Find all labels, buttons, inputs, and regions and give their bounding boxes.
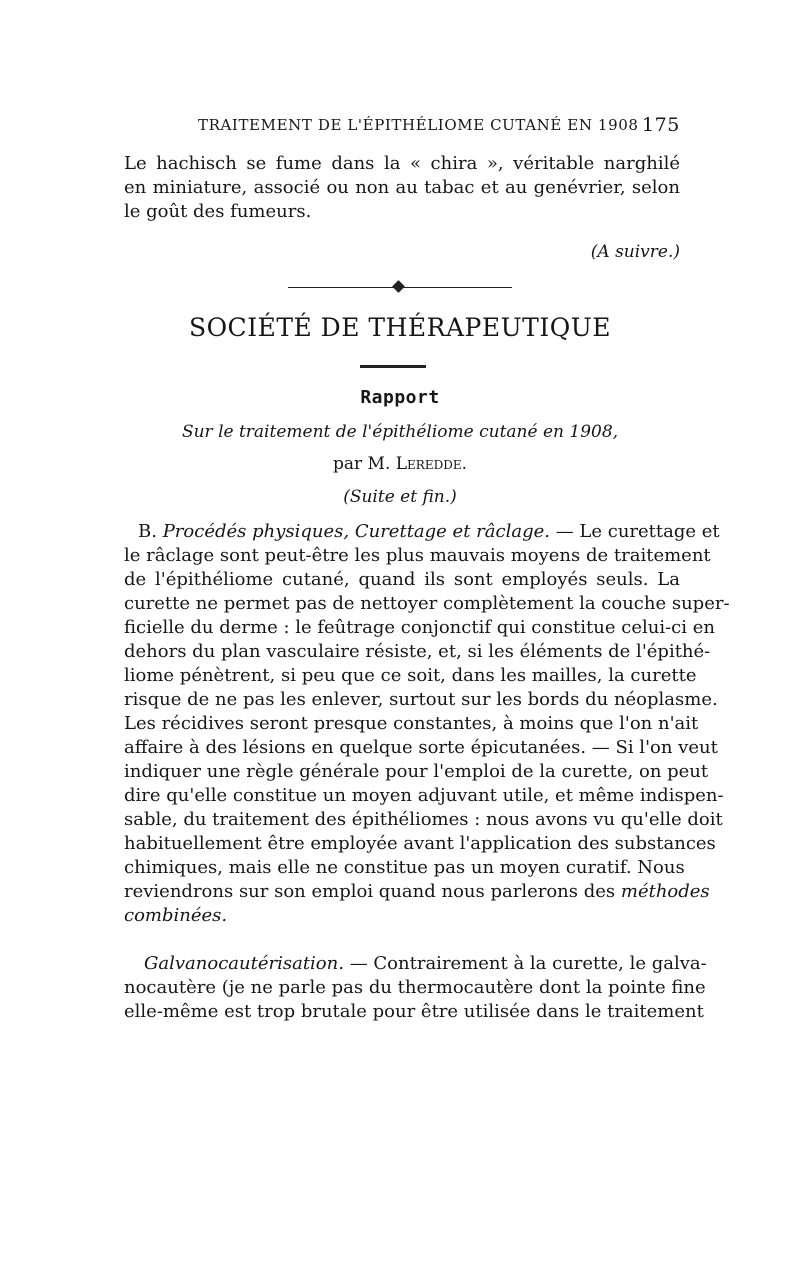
text-line: habituellement être employée avant l'application des substances — [124, 833, 716, 854]
intro-paragraph — [124, 152, 680, 224]
page-number: 175 — [641, 114, 680, 136]
text-line: dire qu'elle constitue un moyen adjuvant utile, et même indispen- — [124, 785, 724, 806]
paragraph-heading: Procédés physiques, Curettage et râclage. — [162, 521, 550, 542]
text-line: de l'épithéliome cutané, quand ils sont employés seuls. La — [124, 569, 680, 590]
text-line: combinées. — [124, 905, 228, 926]
section-title: SOCIÉTÉ DE THÉRAPEUTIQUE — [188, 313, 612, 342]
text-line: Le hachisch se fume dans la « chira », véritable narghilé — [124, 153, 680, 174]
paragraph-heading: Galvanocautérisation. — [144, 953, 344, 974]
text-line: affaire à des lésions en quelque sorte épicutanées. — Si l'on veut — [124, 737, 718, 758]
author-name: Leredde. — [395, 454, 467, 474]
text-line: sable, du traitement des épithéliomes : nous avons vu qu'elle doit — [124, 809, 723, 830]
text-line — [124, 880, 710, 904]
text-line: ficielle du derme : le feûtrage conjonctif qui constitue celui-ci en — [124, 617, 715, 638]
report-continuation: (Suite et fin.) — [343, 487, 457, 507]
emphasis-text: méthodes — [620, 881, 710, 902]
diamond-ornament-icon — [392, 280, 405, 293]
text-line — [124, 520, 720, 544]
author-prefix: par M. — [332, 454, 396, 474]
text-line: dehors du plan vasculaire résiste, et, si les éléments de l'épithé- — [124, 641, 711, 662]
running-head-title: TRAITEMENT DE L'ÉPITHÉLIOME CUTANÉ EN 1908 — [198, 116, 639, 134]
text-line: chimiques, mais elle ne constitue pas un moyen curatif. Nous — [124, 857, 685, 878]
text-line: nocautère (je ne parle pas du thermocautère dont la pointe fine — [124, 977, 706, 998]
text-line — [124, 952, 707, 976]
paragraph-label: B. — [138, 521, 157, 542]
title-underline-rule — [360, 365, 426, 368]
running-head — [198, 116, 680, 134]
to-be-continued: (A suivre.) — [590, 242, 680, 262]
body-paragraph-2 — [124, 952, 707, 1024]
text-line: elle-même est trop brutale pour être utilisée dans le traitement — [124, 1001, 704, 1022]
text-line: en miniature, associé ou non au tabac et au genévrier, selon — [124, 177, 680, 198]
report-heading: Rapport — [360, 387, 440, 408]
report-subtitle: Sur le traitement de l'épithéliome cutané en 1908, — [181, 422, 619, 442]
text-line: le goût des fumeurs. — [124, 201, 312, 222]
line-rest: — Contrairement à la curette, le galva- — [343, 953, 707, 974]
text-line: indiquer une règle générale pour l'emploi de la curette, on peut — [124, 761, 709, 782]
report-author — [0, 454, 800, 474]
body-paragraph-1 — [124, 520, 730, 928]
text-line: risque de ne pas les enlever, surtout sur les bords du néoplasme. — [124, 689, 718, 710]
text-line: Les récidives seront presque constantes, à moins que l'on n'ait — [124, 713, 699, 734]
text-line: curette ne permet pas de nettoyer complètement la couche super- — [124, 593, 730, 614]
text-line: liome pénètrent, si peu que ce soit, dans les mailles, la curette — [124, 665, 697, 686]
line-text: reviendrons sur son emploi quand nous parlerons des — [124, 881, 621, 902]
text-line: le râclage sont peut-être les plus mauvais moyens de traitement — [124, 545, 711, 566]
line-rest: — Le curettage et — [549, 521, 720, 542]
